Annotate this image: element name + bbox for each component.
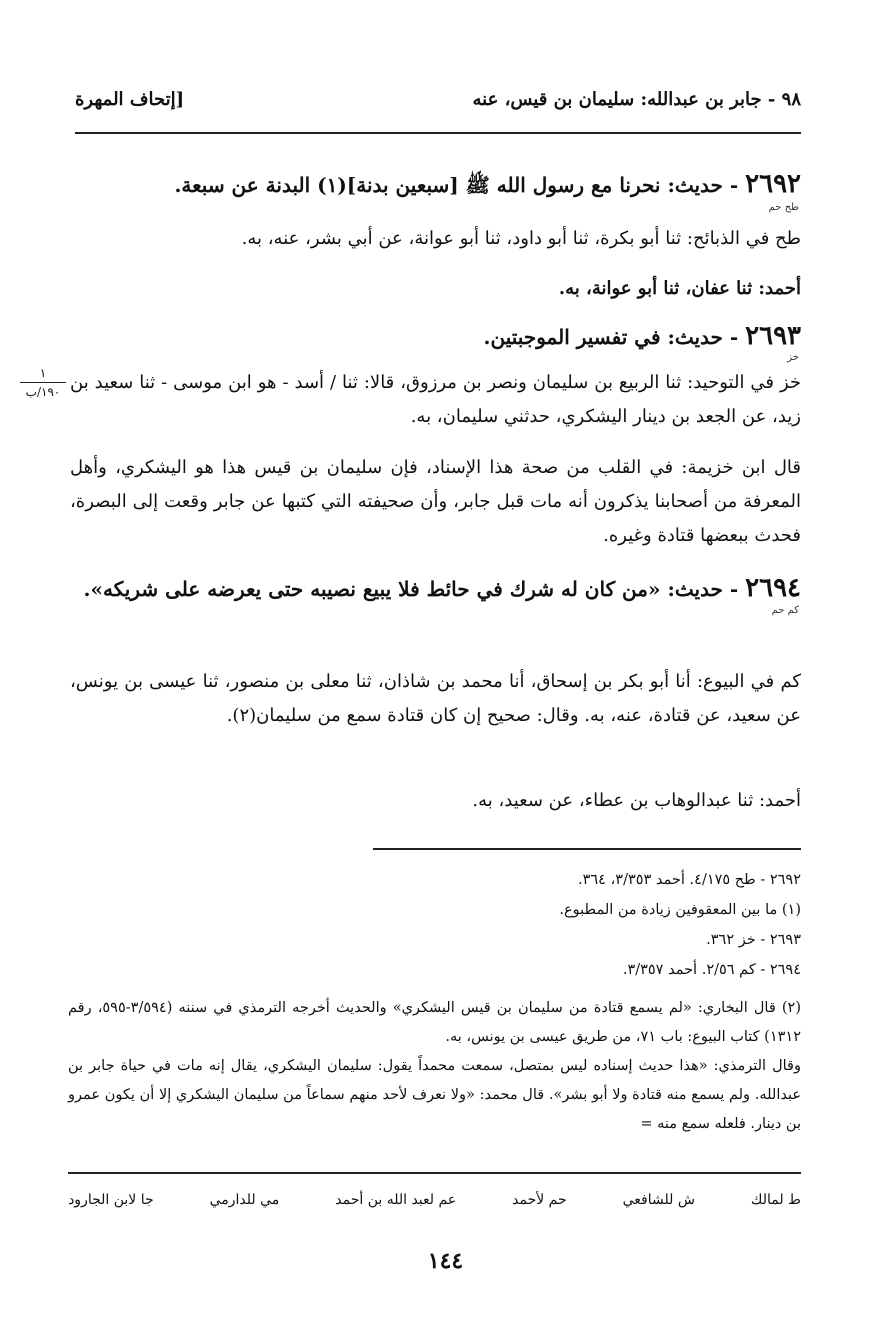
header-chapter-title: ٩٨ - جابر بن عبدالله: سليمان بن قيس، عنه [472, 89, 801, 110]
source-codes: طح حم [768, 202, 799, 213]
abbrev-rule [68, 1172, 801, 1174]
abbrev-item: ط لمالك [750, 1192, 801, 1208]
folio-line [20, 382, 66, 383]
entry-number: ٢٦٩٤ [745, 573, 801, 603]
paragraph: أحمد: ثنا عبدالوهاب بن عطاء، عن سعيد، به. [472, 790, 801, 811]
header-book-title: [إتحاف المهرة [75, 89, 185, 110]
footnote: ٢٦٩٣ - خز ٣٦٢. [706, 932, 801, 948]
folio-bottom: ١٩٠/ب [25, 385, 61, 399]
header-rule [75, 132, 801, 134]
entry-title: - حديث: في تفسير الموجبتين. [483, 325, 746, 349]
entry-heading-2693 [70, 318, 801, 354]
entry-title: - حديث: نحرنا مع رسول الله ﷺ [سبعين بدنة](١) البدنة عن سبعة. [174, 173, 746, 197]
paragraph: خز في التوحيد: ثنا الربيع بن سليمان ونصر بن مرزوق، قالا: ثنا / أسد - هو ابن موسى - ثنا سعيد بن زيد، عن الجعد بن دينار اليشكري، حدثني سليمان، به. [70, 372, 801, 427]
paragraph: قال ابن خزيمة: في القلب من صحة هذا الإسناد، فإن سليمان بن قيس هذا هو اليشكري، وأهل المعرفة من أصحابنا يذكرون أنه مات قبل جابر، وأن صحيفته التي كتبها عن جابر وقعت إلى البصرة، فحدث ببعضها قتادة وغيره. [70, 457, 801, 546]
abbrev-item: عم لعبد الله بن أحمد [335, 1192, 457, 1208]
footnote: ٢٦٩٢ - طح ٤/١٧٥. أحمد ٣/٣٥٣، ٣٦٤. [578, 872, 801, 888]
abbrev-item: مي للدارمي [209, 1192, 280, 1208]
footnote: (١) ما بين المعقوفين زيادة من المطبوع. [559, 902, 801, 918]
running-header [75, 85, 801, 125]
footnote-rule [373, 848, 801, 850]
abbrev-item: حم لأحمد [512, 1192, 567, 1208]
paragraph: كم في البيوع: أنا أبو بكر بن إسحاق، أنا محمد بن شاذان، ثنا معلى بن منصور، ثنا عيسى بن يونس، عن سعيد، عن قتادة، عنه، به. وقال: صحيح إن كان قتادة سمع من سليمان(٢). [70, 671, 802, 726]
footnote: (٢) قال البخاري: «لم يسمع قتادة من سليمان بن قيس اليشكري» والحديث أخرجه الترمذي في سننه (٣/٥٩٤-٥٩٥، رقم ١٣١٢) كتاب البيوع: باب ٧١، من طريق عيسى بن يونس، به. [68, 1000, 802, 1045]
source-codes: خز [787, 352, 799, 363]
entry-number: ٢٦٩٣ [745, 321, 801, 351]
paragraph: طح في الذبائح: ثنا أبو بكرة، ثنا أبو داود، ثنا أبو عوانة، عن أبي بشر، عنه، به. [241, 228, 801, 249]
abbreviation-key [68, 1192, 801, 1208]
footnote: وقال الترمذي: «هذا حديث إسناده ليس بمتصل، سمعت محمداً يقول: سليمان اليشكري، يقال إنه مات في حياة جابر بن عبدالله. ولم يسمع منه قتادة ولا أبو بشر». قال محمد: «ولا نعرف لأحد منهم سماعاً من سليمان اليشكري إلا أن يكون عمرو بن دينار. فلعله سمع منه = [68, 1058, 801, 1132]
entry-heading-2694 [70, 570, 801, 606]
abbrev-item: جا لابن الجارود [68, 1192, 154, 1208]
abbrev-item: ش للشافعي [622, 1192, 695, 1208]
source-codes: كم حم [771, 605, 799, 616]
paragraph: أحمد: ثنا عفان، ثنا أبو عوانة، به. [558, 278, 801, 299]
entry-number: ٢٦٩٢ [745, 169, 801, 199]
manuscript-folio-note [18, 366, 68, 399]
footnote: ٢٦٩٤ - كم ٢/٥٦. أحمد ٣/٣٥٧. [622, 962, 801, 978]
page-number: ١٤٤ [427, 1248, 464, 1274]
entry-heading-2692 [70, 166, 801, 202]
entry-title: - حديث: «من كان له شرك في حائط فلا يبيع نصيبه حتى يعرضه على شريكه». [83, 577, 746, 601]
folio-top: ١ [39, 366, 47, 380]
